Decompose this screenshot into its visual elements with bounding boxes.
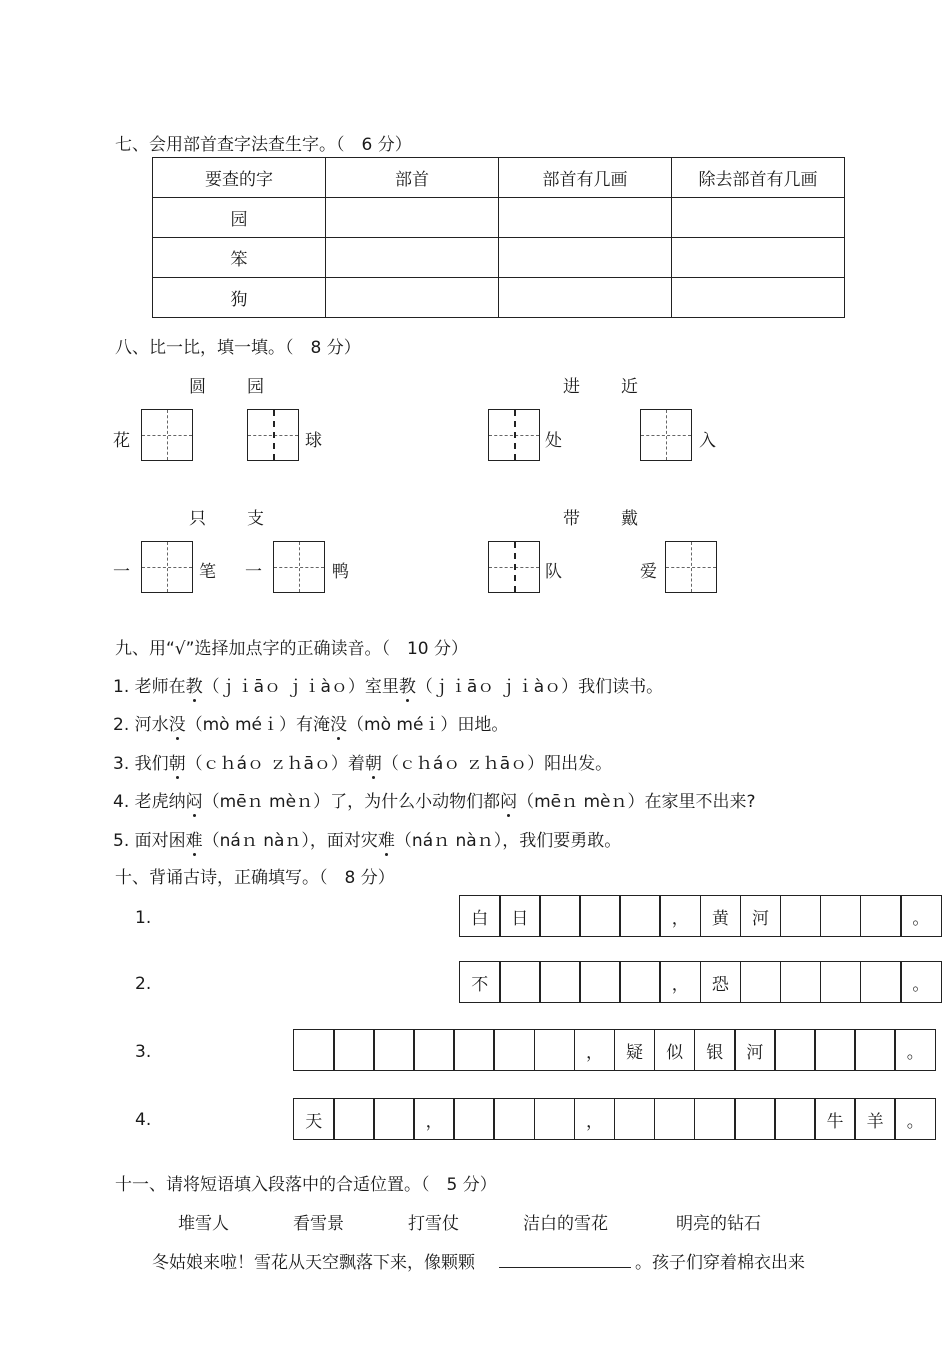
pair-char: 带	[563, 509, 580, 529]
poem-cell-filled: 日	[499, 895, 541, 937]
poem-cell-blank[interactable]	[619, 895, 661, 937]
poem-row-2	[459, 961, 942, 1003]
table-header: 要查的字	[153, 158, 326, 198]
poem-cell-filled: 白	[459, 895, 501, 937]
poem-number: 4.	[135, 1110, 152, 1130]
section9-heading: 九、用“√”选择加点字的正确读音。（ 10 分）	[115, 639, 468, 659]
writing-box[interactable]	[141, 409, 193, 461]
question-text: 1. 老师在	[113, 677, 186, 697]
answer-cell[interactable]	[672, 238, 845, 278]
poem-cell-blank[interactable]	[373, 1098, 415, 1140]
pinyin-options[interactable]: （ｊｉāｏ ｊｉàｏ）室里	[202, 677, 399, 697]
pinyin-question	[113, 749, 612, 774]
poem-cell-filled: 黄	[700, 895, 742, 937]
poem-cell-blank[interactable]	[860, 961, 902, 1003]
section11-heading: 十一、请将短语填入段落中的合适位置。（ 5 分）	[115, 1175, 497, 1195]
context-char: 球	[305, 431, 322, 451]
poem-cell-blank[interactable]	[614, 1098, 656, 1140]
poem-cell-blank[interactable]	[333, 1029, 375, 1071]
poem-cell-blank[interactable]	[820, 961, 862, 1003]
poem-cell-blank[interactable]	[493, 1098, 535, 1140]
question-text: 5. 面对困	[113, 831, 186, 851]
context-char: 一	[113, 562, 130, 582]
pinyin-options[interactable]: （mò méｉ）田地。	[347, 715, 509, 735]
table-header: 除去部首有几画	[672, 158, 845, 198]
pinyin-options[interactable]: （mēｎ mèｎ）了，为什么小动物们都	[202, 792, 501, 812]
pinyin-options[interactable]: （náｎ nàｎ），我们要勇敢。	[394, 831, 622, 851]
fill-blank[interactable]	[499, 1253, 631, 1268]
context-char: 处	[545, 431, 562, 451]
pair-char: 园	[247, 377, 264, 397]
pair-char: 近	[621, 377, 638, 397]
poem-cell-blank[interactable]	[820, 895, 862, 937]
poem-cell-blank[interactable]	[780, 895, 822, 937]
pinyin-question	[113, 826, 621, 851]
pinyin-options[interactable]: （ｃｈáｏ ｚｈāｏ）着	[185, 754, 365, 774]
pinyin-options[interactable]: （náｎ nàｎ），面对灾	[202, 831, 378, 851]
writing-box[interactable]	[488, 409, 540, 461]
poem-cell-blank[interactable]	[579, 895, 621, 937]
poem-cell-filled: ，	[413, 1098, 455, 1140]
dotted-char: 没	[169, 710, 186, 735]
poem-number: 2.	[135, 974, 152, 994]
pinyin-options[interactable]: （ｃｈáｏ ｚｈāｏ）阳出发。	[381, 754, 613, 774]
poem-cell-filled: 河	[740, 895, 782, 937]
poem-cell-blank[interactable]	[499, 961, 541, 1003]
table-cell-char: 狗	[153, 278, 326, 318]
poem-cell-blank[interactable]	[740, 961, 782, 1003]
context-char: 一	[245, 562, 262, 582]
pair-char: 支	[247, 509, 264, 529]
poem-cell-filled: 。	[894, 1098, 936, 1140]
pair-char: 只	[189, 509, 206, 529]
answer-cell[interactable]	[672, 278, 845, 318]
poem-cell-filled: ，	[659, 961, 701, 1003]
context-char: 花	[113, 431, 130, 451]
writing-box[interactable]	[247, 409, 299, 461]
answer-cell[interactable]	[326, 198, 499, 238]
dotted-char: 教	[186, 672, 203, 697]
pinyin-question	[113, 787, 756, 812]
context-char: 鸭	[332, 562, 349, 582]
poem-cell-filled: ，	[659, 895, 701, 937]
phrase-option: 打雪仗	[408, 1214, 459, 1234]
poem-cell-filled: 。	[900, 961, 942, 1003]
question-text: 3. 我们	[113, 754, 169, 774]
poem-cell-blank[interactable]	[453, 1029, 495, 1071]
context-char: 队	[545, 562, 562, 582]
answer-cell[interactable]	[672, 198, 845, 238]
poem-cell-blank[interactable]	[619, 961, 661, 1003]
table-header: 部首	[326, 158, 499, 198]
table-row	[153, 238, 845, 278]
poem-cell-blank[interactable]	[539, 895, 581, 937]
dotted-char: 难	[186, 826, 203, 851]
writing-box[interactable]	[665, 541, 717, 593]
phrase-option: 洁白的雪花	[523, 1214, 608, 1234]
phrase-option: 看雪景	[293, 1214, 344, 1234]
poem-row-1	[459, 895, 942, 937]
poem-number: 3.	[135, 1042, 152, 1062]
table-cell-char: 园	[153, 198, 326, 238]
radical-lookup-table	[152, 157, 845, 318]
poem-cell-filled: 。	[894, 1029, 936, 1071]
poem-cell-blank[interactable]	[774, 1098, 816, 1140]
paragraph-text: 。孩子们穿着棉衣出来	[635, 1253, 805, 1273]
poem-cell-blank[interactable]	[534, 1098, 576, 1140]
poem-cell-filled: 恐	[700, 961, 742, 1003]
poem-cell-filled: 天	[293, 1098, 335, 1140]
pair-char: 圆	[189, 377, 206, 397]
answer-cell[interactable]	[499, 238, 672, 278]
poem-cell-blank[interactable]	[293, 1029, 335, 1071]
table-row	[153, 278, 845, 318]
pinyin-options[interactable]: （mēｎ mèｎ）在家里不出来?	[517, 792, 756, 812]
poem-number: 1.	[135, 908, 152, 928]
phrase-option: 堆雪人	[178, 1214, 229, 1234]
poem-cell-filled: 似	[654, 1029, 696, 1071]
poem-cell-filled: 银	[694, 1029, 736, 1071]
table-cell-char: 笨	[153, 238, 326, 278]
question-text: 4. 老虎纳	[113, 792, 186, 812]
dotted-char: 朝	[169, 749, 186, 774]
poem-cell-blank[interactable]	[854, 1029, 896, 1071]
dotted-char: 难	[378, 826, 395, 851]
poem-cell-blank[interactable]	[534, 1029, 576, 1071]
answer-cell[interactable]	[499, 278, 672, 318]
poem-cell-blank[interactable]	[453, 1098, 495, 1140]
pinyin-options[interactable]: （mò méｉ）有淹	[185, 715, 331, 735]
dotted-char: 朝	[365, 749, 382, 774]
poem-cell-filled: 羊	[854, 1098, 896, 1140]
context-char: 笔	[199, 562, 216, 582]
paragraph-text: 冬姑娘来啦！雪花从天空飘落下来，像颗颗	[152, 1253, 475, 1273]
dotted-char: 没	[330, 710, 347, 735]
dotted-char: 闷	[500, 787, 517, 812]
question-text: 2. 河水	[113, 715, 169, 735]
poem-cell-blank[interactable]	[493, 1029, 535, 1071]
poem-cell-blank[interactable]	[860, 895, 902, 937]
poem-row-4	[293, 1098, 936, 1140]
dotted-char: 闷	[186, 787, 203, 812]
poem-cell-blank[interactable]	[694, 1098, 736, 1140]
answer-cell[interactable]	[499, 198, 672, 238]
answer-cell[interactable]	[326, 238, 499, 278]
dotted-char: 教	[399, 672, 416, 697]
phrase-option: 明亮的钻石	[676, 1214, 761, 1234]
poem-cell-filled: 疑	[614, 1029, 656, 1071]
table-row	[153, 198, 845, 238]
poem-cell-filled: 河	[734, 1029, 776, 1071]
poem-cell-blank[interactable]	[774, 1029, 816, 1071]
poem-cell-blank[interactable]	[654, 1098, 696, 1140]
pair-char: 戴	[621, 509, 638, 529]
context-char: 入	[699, 431, 716, 451]
section10-heading: 十、背诵古诗，正确填写。（ 8 分）	[115, 868, 395, 888]
poem-cell-filled: ，	[574, 1098, 616, 1140]
poem-cell-blank[interactable]	[373, 1029, 415, 1071]
poem-cell-blank[interactable]	[413, 1029, 455, 1071]
answer-cell[interactable]	[326, 278, 499, 318]
context-char: 爱	[640, 562, 657, 582]
paragraph	[152, 1248, 805, 1273]
section8-heading: 八、比一比，填一填。（ 8 分）	[115, 338, 361, 358]
poem-cell-filled: ，	[574, 1029, 616, 1071]
table-header-row	[153, 158, 845, 198]
section7-heading: 七、会用部首查字法查生字。（ 6 分）	[115, 135, 412, 155]
poem-cell-blank[interactable]	[780, 961, 822, 1003]
poem-cell-filled: 牛	[814, 1098, 856, 1140]
writing-box[interactable]	[141, 541, 193, 593]
table-header: 部首有几画	[499, 158, 672, 198]
pinyin-question	[113, 672, 663, 697]
poem-cell-blank[interactable]	[539, 961, 581, 1003]
writing-box[interactable]	[488, 541, 540, 593]
writing-box[interactable]	[273, 541, 325, 593]
poem-cell-blank[interactable]	[734, 1098, 776, 1140]
poem-row-3	[293, 1029, 936, 1071]
pair-char: 进	[563, 377, 580, 397]
pinyin-options[interactable]: （ｊｉāｏ ｊｉàｏ）我们读书。	[415, 677, 664, 697]
poem-cell-blank[interactable]	[333, 1098, 375, 1140]
poem-cell-blank[interactable]	[579, 961, 621, 1003]
poem-cell-filled: 不	[459, 961, 501, 1003]
pinyin-question	[113, 710, 508, 735]
poem-cell-blank[interactable]	[814, 1029, 856, 1071]
poem-cell-filled: 。	[900, 895, 942, 937]
writing-box[interactable]	[640, 409, 692, 461]
